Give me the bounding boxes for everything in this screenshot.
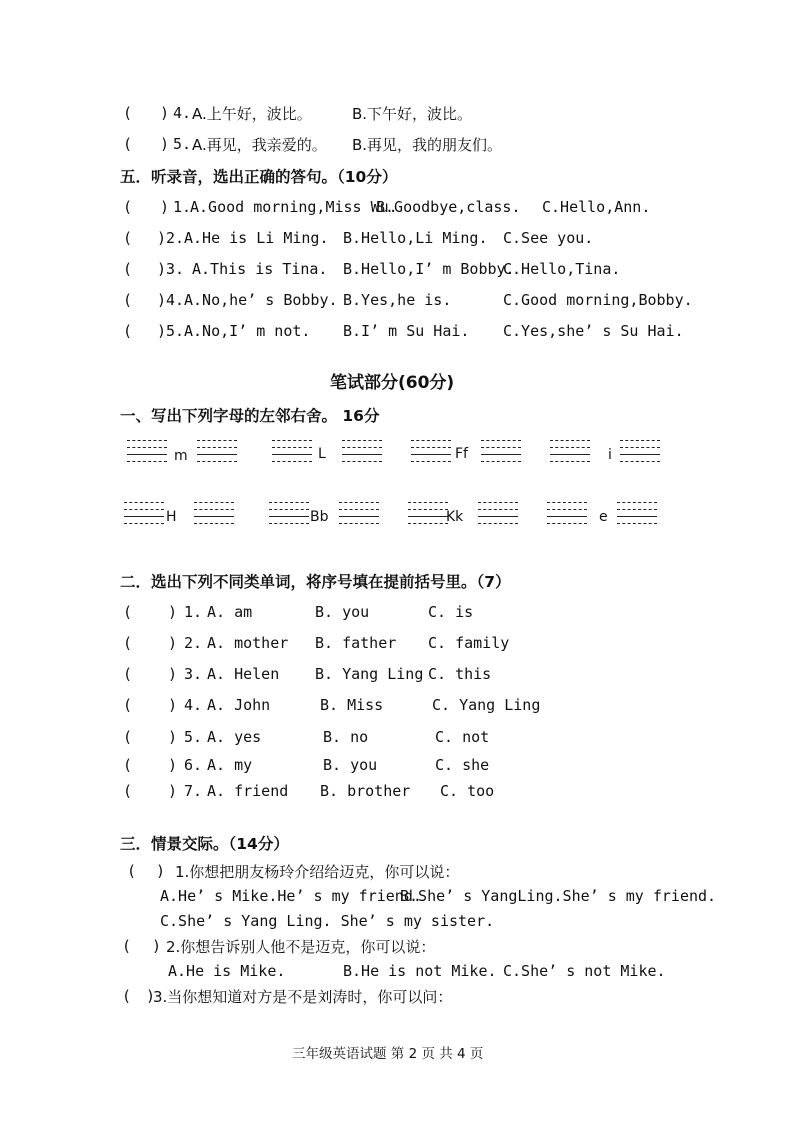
option-b: B.He is not Mike. (343, 962, 497, 980)
writing-grid[interactable] (547, 502, 587, 528)
option-a: A. am (207, 603, 253, 621)
item-number: 5. (166, 322, 185, 340)
answer-paren-open[interactable]: ( (122, 937, 132, 955)
answer-paren-open[interactable]: ( (123, 756, 133, 774)
option-c: C. family (428, 634, 510, 652)
writing-grid[interactable] (194, 502, 234, 528)
answer-paren-open[interactable]: ( (123, 291, 133, 309)
answer-paren-open[interactable]: ( (122, 987, 132, 1005)
writing-grid[interactable] (272, 440, 312, 466)
item-number: 4. (166, 291, 185, 309)
written-part-title: 笔试部分(60分) (330, 373, 455, 393)
answer-paren-close: ) (168, 756, 178, 774)
item-number: 2. (166, 229, 185, 247)
answer-paren-close: ) (152, 937, 162, 955)
writing-grid[interactable] (342, 440, 382, 466)
writing-grid[interactable] (550, 440, 590, 466)
answer-paren-close: ) (156, 862, 166, 880)
option-a: A.上午好，波比。 (192, 105, 312, 123)
answer-paren-close: ) (157, 229, 167, 247)
option-b: B.再见，我的朋友们。 (352, 136, 503, 154)
option-b: B.下午好，波比。 (352, 105, 473, 123)
item-number: 5. (173, 135, 192, 153)
item-number: 7. (184, 782, 203, 800)
item-number: 3. (184, 665, 203, 683)
writing-grid[interactable] (339, 502, 379, 528)
writing-grid[interactable] (411, 440, 451, 466)
option-a: A.He is Mike. (168, 962, 286, 980)
option-a: A.再见，我亲爱的。 (192, 136, 327, 154)
option-c: C.Hello,Tina. (503, 260, 621, 278)
option-b: B.Hello,Li Ming. (343, 229, 488, 247)
option-c: C.Hello,Ann. (542, 198, 651, 216)
question-text: 2.你想告诉别人他不是迈克，你可以说： (166, 938, 436, 956)
letter-given: H (166, 509, 177, 525)
option-c: C.She’ s not Mike. (503, 962, 666, 980)
answer-paren-open[interactable]: ( (123, 229, 133, 247)
section-5-title: 五．听录音，选出正确的答句。（10分） (120, 168, 398, 186)
option-a: A.This is Tina. (192, 260, 328, 278)
item-number: 1. (173, 198, 192, 216)
option-c: C.Good morning,Bobby. (503, 291, 693, 309)
answer-paren-close: ) (168, 634, 178, 652)
option-c: C.She’ s Yang Ling. She’ s my sister. (160, 912, 495, 930)
item-number: 6. (184, 756, 203, 774)
item-number: 5. (184, 728, 203, 746)
writing-grid[interactable] (620, 440, 660, 466)
answer-paren-open[interactable]: ( (127, 862, 137, 880)
item-number: 1. (184, 603, 203, 621)
option-a: A.He is Li Ming. (184, 229, 329, 247)
option-b: B.I’ m Su Hai. (343, 322, 470, 340)
option-b: B. you (315, 603, 370, 621)
question-text: 3.当你想知道对方是不是刘涛时，你可以问： (153, 988, 453, 1006)
answer-paren-close: ) (160, 198, 170, 216)
answer-paren-close: ) (157, 291, 167, 309)
option-b: B.Yes,he is. (343, 291, 452, 309)
option-b: B. Yang Ling (315, 665, 424, 683)
item-number: 2. (184, 634, 203, 652)
answer-paren-open[interactable]: ( (123, 696, 133, 714)
option-a: A. Helen (207, 665, 280, 683)
option-a: A. yes (207, 728, 262, 746)
option-a: A. my (207, 756, 253, 774)
answer-paren-open[interactable]: ( (123, 665, 133, 683)
question-text: 1.你想把朋友杨玲介绍给迈克，你可以说： (175, 863, 460, 881)
option-b: B. Miss (320, 696, 384, 714)
letter-given: Kk (446, 509, 464, 525)
option-c: C. she (435, 756, 490, 774)
section-2-title: 二．选出下列不同类单词，将序号填在提前括号里。（7） (120, 573, 511, 591)
answer-paren-close: ) (146, 987, 156, 1005)
option-c: C.See you. (503, 229, 594, 247)
letter-given: L (318, 446, 326, 462)
section-3-title: 三．情景交际。（14分） (120, 835, 289, 853)
answer-paren-close: ) (160, 104, 170, 122)
page-footer: 三年级英语试题 第 2 页 共 4 页 (292, 1046, 484, 1062)
answer-paren-open[interactable]: ( (123, 728, 133, 746)
option-b: B.Hello,I’ m Bobby. (343, 260, 515, 278)
answer-paren-open[interactable]: ( (123, 634, 133, 652)
option-c: C. is (428, 603, 474, 621)
item-number: 4. (173, 104, 192, 122)
answer-paren-close: ) (168, 665, 178, 683)
answer-paren-close: ) (157, 322, 167, 340)
writing-grid[interactable] (124, 502, 164, 528)
option-a: A. friend (207, 782, 289, 800)
answer-paren-close: ) (157, 260, 167, 278)
answer-paren-close: ) (160, 135, 170, 153)
answer-paren-open[interactable]: ( (123, 135, 133, 153)
answer-paren-open[interactable]: ( (123, 260, 133, 278)
option-c: C. too (440, 782, 495, 800)
letter-given: e (599, 509, 608, 525)
writing-grid[interactable] (617, 502, 657, 528)
option-b: B. father (315, 634, 397, 652)
option-c: C.Yes,she’ s Su Hai. (503, 322, 684, 340)
answer-paren-close: ) (168, 603, 178, 621)
letter-given: Ff (455, 446, 468, 462)
option-b: B. brother (320, 782, 411, 800)
writing-grid[interactable] (408, 502, 448, 528)
section-1-title: 一、写出下列字母的左邻右舍。 16分 (120, 407, 380, 425)
option-c: C. not (435, 728, 490, 746)
option-a: A.He’ s Mike.He’ s my friend. (160, 887, 422, 905)
letter-given: m (174, 448, 188, 464)
option-a: A.No,he’ s Bobby. (184, 291, 338, 309)
answer-paren-open[interactable]: ( (123, 322, 133, 340)
option-c: C. Yang Ling (432, 696, 541, 714)
answer-paren-close: ) (168, 696, 178, 714)
option-b: B. no (323, 728, 369, 746)
answer-paren-close: ) (168, 782, 178, 800)
answer-paren-open[interactable]: ( (123, 104, 133, 122)
option-b: B.Goodbye,class. (376, 198, 521, 216)
option-a: A. John (207, 696, 271, 714)
answer-paren-open[interactable]: ( (123, 603, 133, 621)
option-a: A.No,I’ m not. (184, 322, 311, 340)
letter-given: i (608, 447, 612, 463)
item-number: 3. (166, 260, 185, 278)
letter-given: Bb (310, 509, 329, 525)
item-number: 4. (184, 696, 203, 714)
option-a: A. mother (207, 634, 289, 652)
writing-grid[interactable] (197, 440, 237, 466)
answer-paren-open[interactable]: ( (123, 782, 133, 800)
writing-grid[interactable] (478, 502, 518, 528)
option-b: B. you (323, 756, 378, 774)
option-a: A.Good morning,Miss Wu. (190, 198, 398, 216)
writing-grid[interactable] (127, 440, 167, 466)
answer-paren-close: ) (168, 728, 178, 746)
option-b: B.She’ s YangLing.She’ s my friend. (400, 887, 717, 905)
writing-grid[interactable] (481, 440, 521, 466)
option-c: C. this (428, 665, 492, 683)
writing-grid[interactable] (269, 502, 309, 528)
answer-paren-open[interactable]: ( (123, 198, 133, 216)
